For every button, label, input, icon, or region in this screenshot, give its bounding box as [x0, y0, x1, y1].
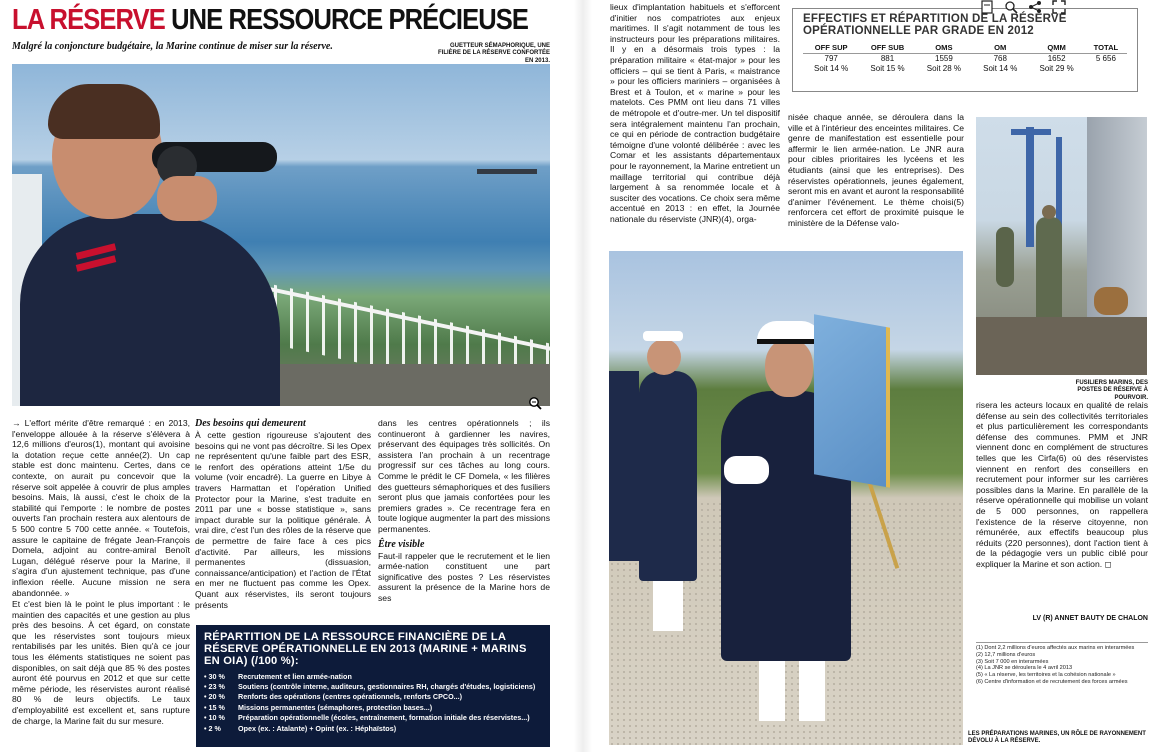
article-column-1 [12, 418, 190, 748]
finance-row [204, 682, 542, 692]
article-column-6 [976, 400, 1148, 606]
col3-heading: Être visible [378, 538, 425, 550]
col4-paragraph: lieux d'implantation habituels et s'efforcent d'initier nos compatriotes aux enjeux maritimes. Il s'agit notamment de tous les instructeurs pour les préparations militaires. Il y en a désormais trois types : la préparation militaire « état-major » pour les officiers – qui se tient à Paris, « maistrance » pour les officiers mariniers – organisées à Brest et à Toulon, et « marine » pour les matelots. Ces PMM ont lieu dans 71 villes de métropole et d'outre-mer. Un tel dispositif sera intégralement maintenu l'an prochain, ce qui en période de contraction budgétaire témoigne d'une volonté délibérée : avec les Comar et les assistants départementaux pour le rayonnement, la Marine entretient un maillage territorial qui contribue déjà largement à sa renommée locale et à susciter des vocations. Ce choix sera même accentué en 2013 : en effet, la Journée nationale du réserviste (JNR)(4), orga- [610, 2, 780, 224]
magnifier-icon[interactable] [528, 396, 542, 410]
finance-row [204, 672, 542, 682]
finance-box-title: RÉPARTITION DE LA RESSOURCE FINANCIÈRE DE LA RÉSERVE OPÉRATIONNELLE EN 2013 (MARINE + MARINS EN OIA) (/100 %): [204, 631, 527, 668]
col5-paragraph: nisée chaque année, se déroulera dans la ville et à l'intérieur des enceintes militaires. Ce genre de manifestation est essentielle pour affermir le lien armée-nation. Le JNR aura pour cibles prioritaires les lycéens et les étudiants (ainsi que les entreprises). Des réservistes opérationnels, jeunes également, seront mis en avant et auront la responsabilité d'animer l'événement. Le thème choisi(5) renforcera cet effort de proximité puisque le ministère de la Défense valo- [788, 112, 964, 228]
stats-header: QMM [1028, 43, 1084, 54]
footnotes [976, 642, 1148, 686]
footnote: (4) La JNR se déroulera le 4 avril 2013 [976, 665, 1073, 672]
finance-pct: • 15 % [204, 702, 225, 712]
bookmark-icon[interactable] [980, 0, 994, 14]
col2-heading: Des besoins qui demeurent [195, 418, 306, 429]
stats-value: 5 656 [1095, 54, 1116, 63]
stats-box [792, 8, 1138, 92]
author-signature: LV (R) ANNET BAUTY DE CHALON [1032, 615, 1148, 622]
stats-header: OMS [916, 43, 972, 54]
finance-label: Opex (ex. : Atalante) + Opint (ex. : Héphaïstos) [238, 723, 397, 733]
stats-header: OM [972, 43, 1028, 54]
finance-pct: • 2 % [204, 723, 221, 733]
stats-share [1085, 64, 1127, 74]
col6-paragraph: risera les acteurs locaux en qualité de relais défense au sein des collectivités territoriales et plus particulièrement les correspondants défense des communes. PMM et JNR viennent donc en complément de structures telles que les Cirfa(6) où des réservistes viennent en renfort des conseillers en recrutement pour informer sur les carrières possibles dans la Marine. En parallèle de la réserve opérationnelle qui mobilise un volant de 5 000 personnes, on rappellera l'existence de la réserve citoyenne, non rémunérée, aux effectifs beaucoup plus réduits (220 personnes), dont l'action tient à de la pédagogie vers un public ciblé pour expliquer la Marine et son action. ◻ [976, 400, 1148, 569]
stats-value: 1559 [935, 54, 953, 63]
article-column-5 [788, 112, 964, 244]
finance-label: Missions permanentes (sémaphores, protection bases...) [238, 702, 433, 712]
footnote: (6) Centre d'information et de recrutement des forces armées [976, 678, 1128, 685]
stats-header: OFF SUB [859, 43, 915, 54]
finance-label: Soutiens (contrôle interne, auditeurs, gestionnaires RH, chargés d'études, logisticiens) [238, 682, 536, 692]
col1-paragraph: Et c'est bien là le point le plus important : le maintien des capacités et une gestion au plus près des besoins. À cet égard, on constate que les réservistes sont toujours mieux rentabilisés par les unités. Bien qu'à ce jour tous les éléments statistiques ne soient pas disponibles, on sait déjà que 85 % des postes auront été pourvus en 2012 et que sur cette même période, les réservistes auront réalisé 80 % de leurs objectifs. Le taux d'employabilité est excellent et, sans rupture de charge, la Marine fait du sur mesure. [12, 599, 190, 726]
stats-header: OFF SUP [803, 43, 859, 54]
fullscreen-icon[interactable] [1052, 0, 1066, 14]
footnote: (3) Soit 7 000 en interarmées [976, 658, 1049, 665]
article-column-4 [610, 2, 780, 244]
col1-paragraph: → L'effort mérite d'être remarqué : en 2013, l'enveloppe allouée à la réserve s'élèvera à 12,6 millions d'euros(1), montant qui avoisine la dotation reçue cette année(2). Un cap stable est donc maintenu. Certes, dans ce contexte, on aurait pu concevoir que la réserve soit appelée à couvrir de plus amples besoins. Mais, là aussi, c'est le choix de la stabilité qui l'emporte : le nombre de postes ouverts l'an prochain restera aux alentours de 5 500 contre 5 700 cette année. « Toutefois, assure le capitaine de frégate Jean-François Domela, adjoint au contre-amiral Benoît Lugan, délégué réserve pour la Marine, il s'agira d'un ajustement technique, pas d'une inflexion réelle. Aucune mission ne sera abandonnée. » [12, 418, 190, 598]
stats-value: 768 [993, 54, 1007, 63]
stats-share: Soit 14 % [814, 64, 849, 73]
stats-value: 881 [880, 54, 895, 63]
viewer-toolbar [980, 0, 1130, 16]
col2-paragraph: À cette gestion rigoureuse s'ajoutent des besoins qui ne vont pas décroître. Si les Opex ne représentent qu'une faible part des ESR, le renfort des opérations atteint 1/5e du volume (voir encadré). La guerre en Libye à travers Harmattan et l'opération Unified Protector pour la Marine, s'est traduite en 2011 par une « bosse statistique », sans impact durable sur la politique générale. À vrai dire, c'est l'un des rôles de la réserve que de permettre de faire face à ces pics d'activité. Par ailleurs, les missions permanentes (dissuasion, connaissance/anticipation) et l'action de l'État en mer ne fluctuent pas comme les Opex. Quant aux réservistes, ils seront toujours présents [195, 430, 371, 610]
stats-value: 1652 [1047, 54, 1066, 63]
photo1-caption: GUETTEUR SÉMAPHORIQUE, UNE FILIÈRE DE LA RÉSERVE CONFORTÉE EN 2013. [437, 43, 550, 64]
stats-box-title: EFFECTIFS ET RÉPARTITION DE LA RÉSERVE OPÉRATIONNELLE PAR GRADE EN 2012 [803, 13, 1067, 37]
photo3-caption: FUSILIERS MARINS, DES POSTES DE RÉSERVE À POURVOIR. [1075, 380, 1148, 401]
finance-row [204, 703, 542, 713]
finance-row [204, 692, 542, 702]
finance-label: Recrutement et lien armée-nation [238, 671, 352, 681]
stats-table [803, 43, 1127, 74]
finance-label: Renforts des opérations (centres opérationnels, renforts CPCO...) [238, 692, 463, 702]
col3-paragraph: dans les centres opérationnels ; ils continueront à gardienner les navires, préservant des équipages très sollicités. On assistera l'an prochain à un recentrage progressif sur ces tâches au long cours. Comme le prédit le CF Domela, « les filières des guetteurs sémaphoriques et des fusiliers seront plus que jamais confortées pour les premiers grades ». Ce recentrage fera en toute logique augmenter la part des missions permanentes. [378, 418, 550, 534]
finance-box [196, 625, 550, 747]
finance-row [204, 713, 542, 723]
footnote: (1) Dont 2,2 millions d'euros affectés aux marins en interarmées [976, 645, 1135, 651]
share-icon[interactable] [1028, 0, 1042, 14]
title-accent: LA RÉSERVE [12, 4, 165, 36]
stats-header: TOTAL [1085, 43, 1127, 54]
finance-pct: • 30 % [204, 671, 225, 681]
stats-share: Soit 28 % [926, 64, 962, 73]
magnifier-icon[interactable] [1004, 0, 1018, 14]
ceremony-photo [609, 251, 963, 745]
article-column-2 [195, 418, 371, 618]
stats-share: Soit 15 % [870, 64, 905, 73]
finance-pct: • 10 % [204, 713, 225, 723]
fusiliers-photo [976, 117, 1147, 375]
footnote: (5) « La réserve, les territoires et la cohésion nationale » [976, 672, 1116, 679]
footnote: (2) 12,7 millions d'euros [976, 651, 1036, 658]
page-title [12, 2, 529, 38]
page-gutter [574, 0, 592, 752]
article-column-3 [378, 418, 550, 618]
finance-label: Préparation opérationnelle (écoles, entraînement, formation initiale des réservistes...) [238, 713, 530, 723]
finance-row [204, 724, 542, 734]
stats-share: Soit 29 % [1039, 64, 1074, 73]
title-rest: UNE RESSOURCE PRÉCIEUSE [171, 4, 529, 36]
col3-paragraph: Faut-il rappeler que le recrutement et le lien armée-nation constituent une part significative des postes ? Les réservistes assurent la présence de la Marine hors de ses [378, 550, 550, 603]
finance-pct: • 20 % [204, 692, 225, 702]
stats-share: Soit 14 % [983, 64, 1018, 73]
finance-pct: • 23 % [204, 682, 225, 692]
lookout-photo [12, 64, 550, 406]
article-lead: Malgré la conjoncture budgétaire, la Marine continue de miser sur la réserve. [12, 41, 333, 52]
photo2-caption: LES PRÉPARATIONS MARINES, UN RÔLE DE RAYONNEMENT DÉVOLU À LA RÉSERVE. [968, 731, 1146, 745]
stats-value: 797 [824, 54, 838, 63]
